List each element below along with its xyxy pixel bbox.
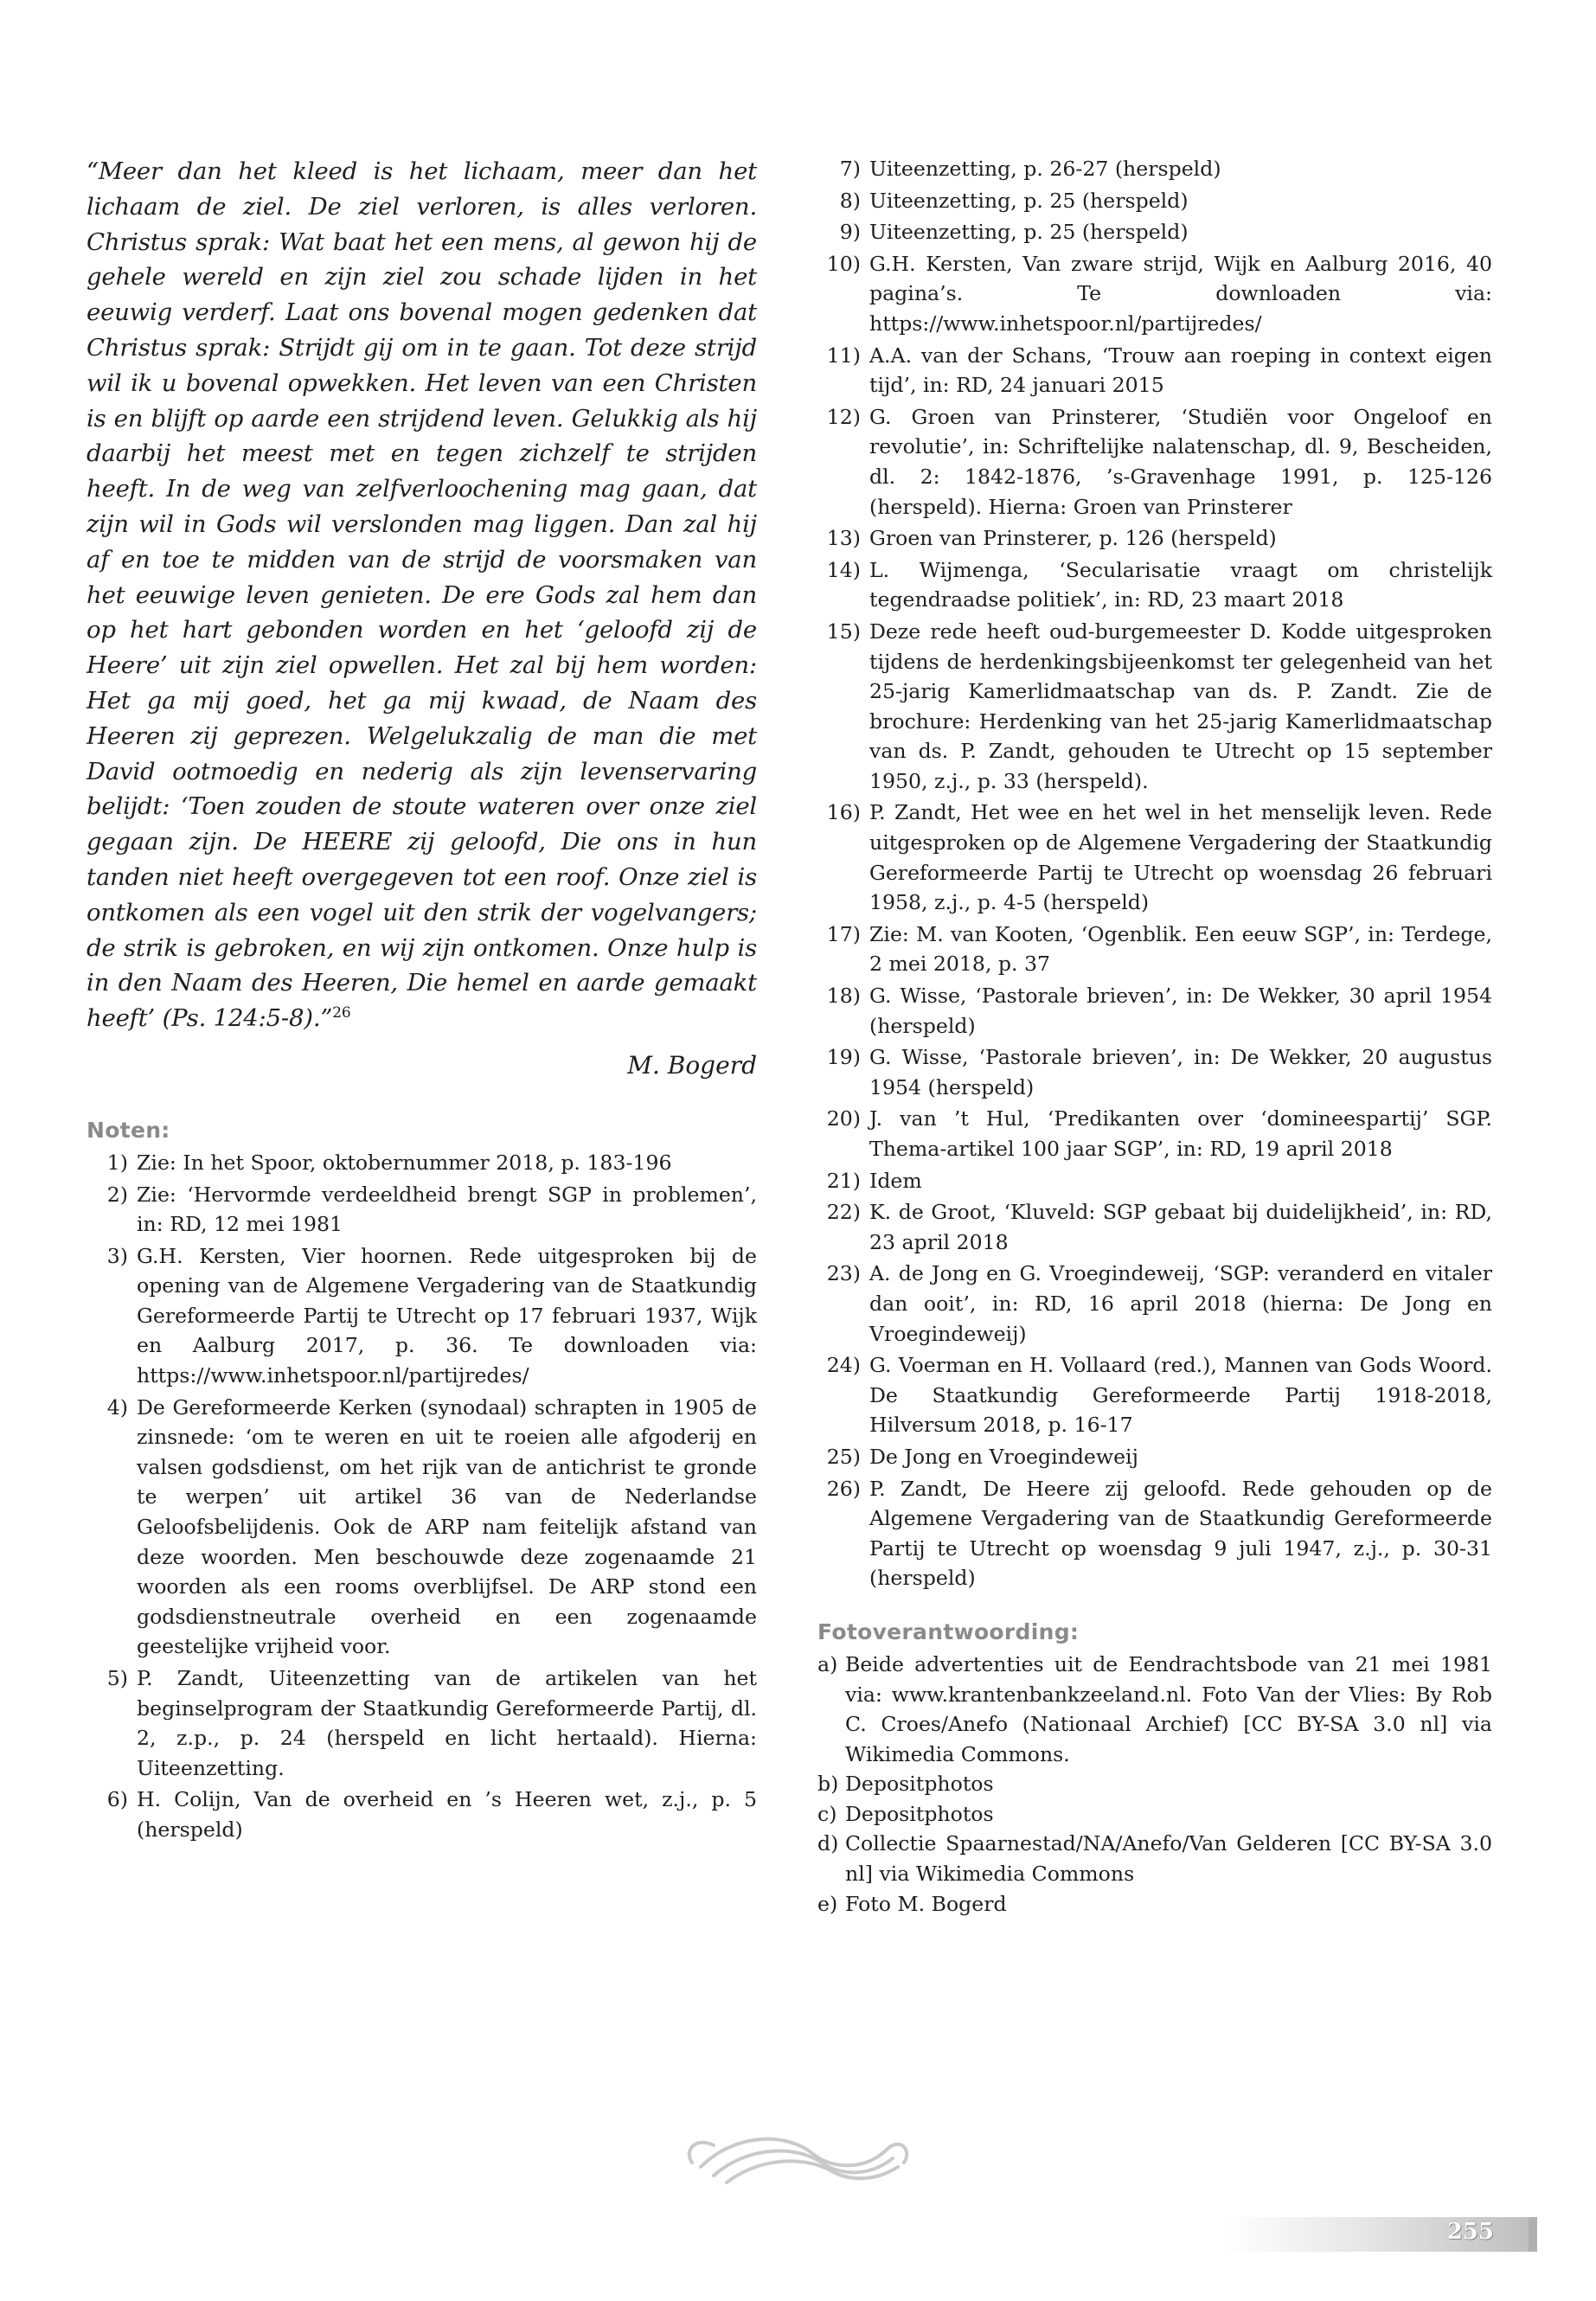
- footnote-number: 9): [839, 220, 861, 245]
- photo-credit-number: c): [817, 1801, 837, 1826]
- photo-credits-section: [817, 1619, 1492, 1919]
- footnote-number: 11): [826, 343, 861, 368]
- footnote-number: 15): [826, 619, 861, 644]
- footnote-text: P. Zandt, De Heere zij geloofd. Rede gehouden op de Algemene Vergadering van de Staatkundig Gereformeerde Partij te Utrecht op woensdag 9 juli 1947, z.j., p. 30-31 (herspeld): [869, 1476, 1492, 1591]
- quote-footnote-ref[interactable]: 26: [332, 1003, 351, 1022]
- notes-heading: Noten:: [87, 1117, 170, 1143]
- photo-credit-text: Depositphotos: [845, 1772, 994, 1797]
- footnote: [87, 1663, 757, 1783]
- photo-credit-number: b): [817, 1772, 839, 1797]
- footnote-number: 6): [106, 1787, 128, 1812]
- footnote-text: G. Groen van Prinsterer, ‘Studiën voor Ongeloof en revolutie’, in: Schriftelijke nalatenschap, dl. 9, Bescheiden, dl. 2: 1842-1876, ’s-Gravenhage 1991, p. 125-126 (herspeld). Hierna: Groen van Prinsterer: [869, 404, 1492, 519]
- footnote-number: 14): [826, 557, 861, 582]
- footnote-number: 7): [839, 157, 861, 181]
- photo-credit-number: d): [817, 1831, 839, 1856]
- footnote: [817, 341, 1492, 401]
- footnote: [87, 1241, 757, 1391]
- footnote-text: G. Wisse, ‘Pastorale brieven’, in: De Wekker, 30 april 1954 (herspeld): [869, 984, 1492, 1038]
- footnote-text: G.H. Kersten, Vier hoornen. Rede uitgesproken bij de opening van de Algemene Vergadering van de Staatkundig Gereformeerde Partij te Utrecht op 17 februari 1937, Wijk en Aalburg 2017, p. 36. Te downloaden via: https://www.inhetspoor.nl/partijredes/: [137, 1243, 757, 1388]
- footnote-number: 21): [826, 1168, 861, 1193]
- footnote-text: J. van ’t Hul, ‘Predikanten over ‘domineespartij’ SGP. Thema-artikel 100 jaar SGP’, in: RD, 19 april 2018: [869, 1106, 1492, 1161]
- footnote-text: Uiteenzetting, p. 26-27 (herspeld): [869, 157, 1221, 181]
- footnote-text: P. Zandt, Het wee en het wel in het menselijk leven. Rede uitgesproken op de Algemene Vergadering der Staatkundig Gereformeerde Partij te Utrecht op woensdag 26 februari 1958, z.j., p. 4-5 (herspeld): [869, 800, 1492, 915]
- footnote: [817, 798, 1492, 917]
- footnote-number: 10): [826, 251, 861, 276]
- photo-credit-text: Collectie Spaarnestad/NA/Anefo/Van Gelderen [CC BY-SA 3.0 nl] via Wikimedia Commons: [845, 1831, 1492, 1887]
- footnote: [87, 1148, 757, 1178]
- photo-credit: [817, 1650, 1492, 1769]
- footnote-text: A. de Jong en G. Vroegindeweij, ‘SGP: veranderd en vitaler dan ooit’, in: RD, 16 april 2018 (hierna: De Jong en Vroegindeweij): [869, 1261, 1492, 1346]
- footnote: [87, 1785, 757, 1844]
- notes-list-right: [817, 154, 1492, 1593]
- author-signature: M. Bogerd: [627, 1050, 757, 1080]
- quote-block: [87, 154, 757, 1036]
- footnote-text: Zie: ‘Hervormde verdeeldheid brengt SGP in problemen’, in: RD, 12 mei 1981: [137, 1182, 757, 1237]
- footnote: [817, 1104, 1492, 1163]
- footnote-number: 3): [106, 1243, 128, 1268]
- footnote-text: G.H. Kersten, Van zware strijd, Wijk en Aalburg 2016, 40 pagina’s. Te downloaden via: https://www.inhetspoor.nl/partijredes/: [869, 251, 1492, 336]
- photo-credit: [817, 1769, 1492, 1799]
- credits-heading: Fotoverantwoording:: [817, 1618, 1080, 1644]
- photo-credit-number: e): [817, 1891, 838, 1916]
- photo-credit-text: Beide advertenties uit de Eendrachtsbode van 21 mei 1981 via: www.krantenbankzeeland.nl. Foto Van der Vlies: By Rob C. Croes/Anefo (Nationaal Archief) [CC BY-SA 3.0 nl] via Wikimedia Commons.: [845, 1651, 1492, 1766]
- footnote: [817, 1197, 1492, 1257]
- footnote-text: Uiteenzetting, p. 25 (herspeld): [869, 220, 1189, 245]
- footnote: [817, 1474, 1492, 1593]
- footnote-number: 2): [106, 1182, 128, 1207]
- footnote-text: K. de Groot, ‘Kluveld: SGP gebaat bij duidelijkheid’, in: RD, 23 april 2018: [869, 1200, 1492, 1254]
- footnote-number: 1): [106, 1150, 128, 1175]
- footnote: [817, 523, 1492, 554]
- footnote-number: 24): [826, 1353, 861, 1378]
- page-number: 255: [1446, 2219, 1494, 2245]
- photo-credit: [817, 1799, 1492, 1830]
- footnote: [817, 402, 1492, 522]
- footnote: [817, 617, 1492, 797]
- footnote: [817, 1442, 1492, 1472]
- footnote-text: De Gereformeerde Kerken (synodaal) schrapten in 1905 de zinsnede: ‘om te weren en uit te roeien alle afgoderij en valsen godsdienst, om het rijk van de antichrist te gronde te werpen’ uit artikel 36 van de Nederlandse Geloofsbelijdenis. Ook de ARP nam feitelijk afstand van deze woorden. Men beschouwde deze zogenaamde 21 woorden als een rooms overblijfsel. De ARP stond een godsdienstneutrale overheid en een zogenaamde geestelijke vrijheid voor.: [137, 1394, 757, 1659]
- photo-credit-text: Depositphotos: [845, 1801, 994, 1826]
- footnote-number: 4): [106, 1394, 128, 1420]
- footnote-text: Idem: [869, 1168, 922, 1193]
- footnote-text: A.A. van der Schans, ‘Trouw aan roeping in context eigen tijd’, in: RD, 24 januari 2015: [869, 343, 1492, 398]
- credits-list: [817, 1650, 1492, 1919]
- photo-credit: [817, 1829, 1492, 1888]
- footnote-number: 16): [826, 800, 861, 825]
- photo-credit: [817, 1889, 1492, 1920]
- footnote: [817, 555, 1492, 615]
- footnote-text: Zie: In het Spoor, oktobernummer 2018, p. 183-196: [137, 1150, 672, 1175]
- footnote: [817, 154, 1492, 184]
- footnote-number: 23): [826, 1261, 861, 1286]
- footnote: [817, 186, 1492, 216]
- footnote: [817, 981, 1492, 1041]
- footnote: [817, 1166, 1492, 1196]
- footnote-text: De Jong en Vroegindeweij: [869, 1444, 1138, 1469]
- footnote-number: 25): [826, 1444, 861, 1469]
- footnote-number: 12): [826, 404, 861, 429]
- footnote: [87, 1393, 757, 1662]
- footnote: [817, 217, 1492, 247]
- footnote-text: Uiteenzetting, p. 25 (herspeld): [869, 188, 1189, 213]
- footnote-text: G. Wisse, ‘Pastorale brieven’, in: De Wekker, 20 augustus 1954 (herspeld): [869, 1045, 1492, 1099]
- quote-text: “Meer dan het kleed is het lichaam, meer dan het lichaam de ziel. De ziel verloren, is alles verloren. Christus sprak: Wat baat het een mens, al gewon hij de gehele wereld en zijn ziel zou schade lijden in het eeuwig verderf. Laat ons bovenal mogen gedenken dat Christus sprak: Strijdt gij om in te gaan. Tot deze strijd wil ik u bovenal opwekken. Het leven van een Christen is en blijft op aarde een strijdend leven. Gelukkig als hij daarbij het meest met en tegen zichzelf te strijden heeft. In de weg van zelfverloochening mag gaan, dat zijn wil in Gods wil verslonden mag liggen. Dan zal hij af en toe te midden van de strijd de voorsmaken van het eeuwige leven genieten. De ere Gods zal hem dan op het hart gebonden worden en het ‘geloofd zij de Heere’ uit zijn ziel opwellen. Het zal bij hem worden: Het ga mij goed, het ga mij kwaad, de Naam des Heeren zij geprezen. Welgelukzalig de man die met David ootmoedig en nederig als zijn levenservaring belijdt: ‘Toen zouden de stoute wateren over onze ziel gegaan zijn. De HEERE zij geloofd, Die ons in hun tanden niet heeft overgegeven tot een roof. Onze ziel is ontkomen als een vogel uit den strik der vogelvangers; de strik is gebroken, en wij zijn ontkomen. Onze hulp is in den Naam des Heeren, Die hemel en aarde gemaakt heeft’ (Ps. 124:5-8).”: [87, 157, 757, 1033]
- footnote-number: 20): [826, 1106, 861, 1131]
- footnote-number: 5): [106, 1666, 128, 1691]
- footnote-text: Zie: M. van Kooten, ‘Ogenblik. Een eeuw SGP’, in: Terdege, 2 mei 2018, p. 37: [869, 921, 1492, 977]
- footnote: [817, 1259, 1492, 1349]
- footnote: [817, 1042, 1492, 1102]
- notes-list-left: [87, 1148, 757, 1845]
- swirl-ornament-icon: [666, 2115, 926, 2193]
- footnote-number: 22): [826, 1200, 861, 1225]
- footnote-number: 13): [826, 526, 861, 551]
- footnote-number: 17): [826, 921, 861, 946]
- footnote-text: Deze rede heeft oud-burgemeester D. Kodde uitgesproken tijdens de herdenkingsbijeenkomst ter gelegenheid van het 25-jarig Kamerlidmaatschap van ds. P. Zandt. Zie de brochure: Herdenking van het 25-jarig Kamerlidmaatschap van ds. P. Zandt, gehouden te Utrecht op 15 september 1950, z.j., p. 33 (herspeld).: [869, 619, 1492, 793]
- footnote: [817, 920, 1492, 979]
- footnote-text: P. Zandt, Uiteenzetting van de artikelen van het beginselprogram der Staatkundig Gereformeerde Partij, dl. 2, z.p., p. 24 (herspeld en licht hertaald). Hierna: Uiteenzetting.: [137, 1666, 757, 1780]
- footnote: [817, 1350, 1492, 1440]
- footnote: [817, 249, 1492, 339]
- footnote-number: 19): [826, 1045, 861, 1070]
- notes-section: [87, 1118, 757, 1845]
- photo-credit-text: Foto M. Bogerd: [845, 1891, 1007, 1916]
- footnote-number: 26): [826, 1476, 861, 1501]
- footnote: [87, 1180, 757, 1240]
- footnote-text: Groen van Prinsterer, p. 126 (herspeld): [869, 526, 1277, 551]
- footnote-number: 8): [839, 188, 861, 213]
- left-column: [87, 154, 757, 1847]
- footnote-text: G. Voerman en H. Vollaard (red.), Mannen van Gods Woord. De Staatkundig Gereformeerde Partij 1918-2018, Hilversum 2018, p. 16-17: [869, 1353, 1492, 1438]
- footnote-text: L. Wijmenga, ‘Secularisatie vraagt om christelijk tegendraadse politiek’, in: RD, 23 maart 2018: [869, 557, 1492, 612]
- right-column: [817, 154, 1492, 1919]
- photo-credit-number: a): [817, 1651, 838, 1676]
- page-tab-marker: [1529, 2217, 1537, 2252]
- footnote-number: 18): [826, 984, 861, 1009]
- footnote-text: H. Colijn, Van de overheid en ’s Heeren wet, z.j., p. 5 (herspeld): [137, 1787, 757, 1842]
